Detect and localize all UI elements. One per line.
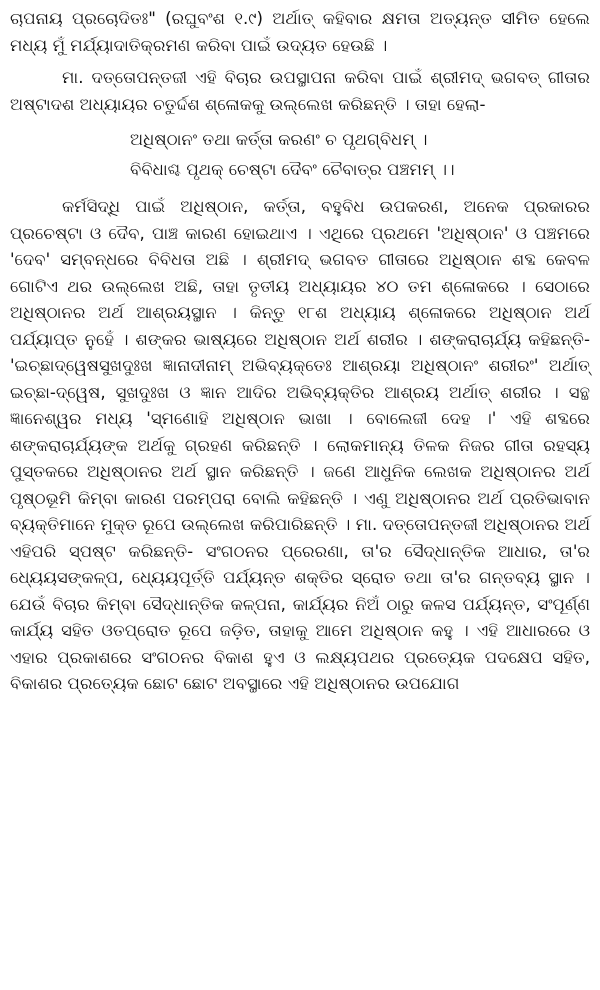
paragraph-gita-reference: ମା. ଦତ୍ତୋପନ୍ତଜୀ ଏହି ବିଚାର ଉପସ୍ଥାପନା କରିବା ପାଇଁ ଶ୍ରୀମଦ୍ ଭଗବତ୍ ଗୀତାର ଅଷ୍ଟାଦଶ ଅଧ୍ୟାୟର ଚତୁର୍ଦ୍ଦଶ ଶ୍ଳୋକକୁ ଉଲ୍ଲେଖ କରିଛନ୍ତି । ତାହା ହେଲା- bbox=[10, 68, 590, 114]
paragraph-opening: ଚାପନାୟ ପ୍ରଚୋଦିତଃ" (ରଘୁବଂଶ ୧.୯) ଅର୍ଥାତ୍ କହିବାର କ୍ଷମତା ଅତ୍ୟନ୍ତ ସୀମିତ ହେଲେ ମଧ୍ୟ ମୁଁ ମର୍ଯ୍ୟାଦାତିକ୍ରମଣ କରିବା ପାଇଁ ଉଦ୍ୟତ ହେଉଛି । bbox=[10, 9, 590, 55]
verse-line-2: ବିବିଧାଶ୍ଚ ପୃଥକ୍ ଚେଷ୍ଟା ଦୈବଂ ଚୈବାତ୍ର ପଞ୍ଚମମ୍ ।। bbox=[130, 160, 455, 179]
verse-line-1: ଅଧିଷ୍ଠାନଂ ତଥା କର୍ତ୍ତା କରଣଂ ଚ ପୃଥଗ୍‌ବିଧମ୍ । bbox=[130, 130, 428, 149]
paragraph-adhishthana-explanation: କର୍ମସିଦ୍ଧି ପାଇଁ ଅଧିଷ୍ଠାନ, କର୍ତ୍ତା, ବହୁବିଧ ଉପକରଣ, ଅନେକ ପ୍ରକାରର ପ୍ରଚେଷ୍ଟା ଓ ଦୈବ, ପାଞ୍ଚ କାରଣ ହୋଇଥାଏ । ଏଥିରେ ପ୍ରଥମେ 'ଅଧିଷ୍ଠାନ' ଓ ପଞ୍ଚମରେ 'ଦେବ' ସମ୍ବନ୍ଧରେ ବିବିଧତା ଅଛି । ଶ୍ରୀମଦ୍ ଭଗବତ ଗୀତାରେ ଅଧିଷ୍ଠାନ ଶବ୍ଦ କେବଳ ଗୋଟିଏ ଥର ଉଲ୍ଲେଖ ଅଛି, ତାହା ତୃତୀୟ ଅଧ୍ୟାୟର ୪୦ ତମ ଶ୍ଳୋକରେ । ସେଠାରେ ଅଧିଷ୍ଠାନର ଅର୍ଥ ଆଶ୍ରୟସ୍ଥାନ । କିନ୍ତୁ ୧୮ଶ ଅଧ୍ୟାୟ ଶ୍ଳୋକରେ ଅଧିଷ୍ଠାନ ଅର୍ଥ ପର୍ଯ୍ୟାପ୍ତ ନୁହେଁ । ଶଙ୍କର ଭାଷ୍ୟରେ ଅଧିଷ୍ଠାନ ଅର୍ଥ ଶରୀର । ଶଙ୍କରାଚାର୍ଯ୍ୟ କହିଛନ୍ତି- 'ଇଚ୍ଛାଦ୍ୱେଷସୁଖଦୁଃଖ ଜ୍ଞାନାଦୀନାମ୍ ଅଭିବ୍ୟକ୍ତେଃ ଆଶ୍ରୟା ଅଧିଷ୍ଠାନଂ ଶରୀରଂ' ଅର୍ଥାତ୍ ଇଚ୍ଛା-ଦ୍ୱେଷ, ସୁଖଦୁଃଖ ଓ ଜ୍ଞାନ ଆଦିର ଅଭିବ୍ୟକ୍ତିର ଆଶ୍ରୟ ଅର୍ଥାତ୍ ଶରୀର । ସନ୍ଥ ଜ୍ଞାନେଶ୍ୱର ମଧ୍ୟ 'ସ୍ମଣୋହି ଅଧିଷ୍ଠାନ ଭାଖା । ବୋଲେଜୀ ଦେହ ।' ଏହି ଶବ୍ଦରେ ଶଙ୍କରାଚାର୍ଯ୍ୟଙ୍କ ଅର୍ଥକୁ ଗ୍ରହଣ କରିଛନ୍ତି । ଲୋକମାନ୍ୟ ତିଳକ ନିଜର ଗୀତା ରହସ୍ୟ ପୁସ୍ତକରେ ଅଧିଷ୍ଠାନର ଅର୍ଥ ସ୍ଥାନ କରିଛନ୍ତି । ଜଣେ ଆଧୁନିକ ଲେଖକ ଅଧିଷ୍ଠାନର ଅର୍ଥ ପୃଷ୍ଠଭୂମି କିମ୍ବା କାରଣ ପରମ୍ପରା ବୋଲି କହିଛନ୍ତି । ଏଣୁ ଅଧିଷ୍ଠାନର ଅର୍ଥ ପ୍ରତିଭାବାନ ବ୍ୟକ୍ତିମାନେ ମୁକ୍ତ ରୂପେ ଉଲ୍ଲେଖ କରିପାରିଛନ୍ତି । ମା. ଦତ୍ତୋପନ୍ତଜୀ ଅଧିଷ୍ଠାନର ଅର୍ଥ ଏହିପରି ସ୍ପଷ୍ଟ କରିଛନ୍ତି- ସଂଗଠନର ପ୍ରେରଣା, ତା'ର ସୈଦ୍ଧାନ୍ତିକ ଆଧାର, ତା'ର ଧ୍ୟେୟସଙ୍କଳ୍ପ, ଧ୍ୟେୟପୂର୍ତ୍ତି ପର୍ଯ୍ୟନ୍ତ ଶକ୍ତିର ସ୍ରୋତ ତଥା ତା'ର ଗନ୍ତବ୍ୟ ସ୍ଥାନ । ଯେଉଁ ବିଚାର କିମ୍ବା ସୈଦ୍ଧାନ୍ତିକ କଳ୍ପନା, କାର୍ଯ୍ୟର ନିଅଁ ଠାରୁ କଳସ ପର୍ଯ୍ୟନ୍ତ, ସଂପୂର୍ଣ୍ଣ କାର୍ଯ୍ୟ ସହିତ ଓତପ୍ରୋତ ରୂପେ ଜଡ଼ିତ, ତାହାକୁ ଆମେ ଅଧିଷ୍ଠାନ କହୁ । ଏହି ଆଧାରରେ ଓ ଏହାର ପ୍ରକାଶରେ ସଂଗଠନର ବିକାଶ ହୁଏ ଓ ଲକ୍ଷ୍ୟପଥର ପ୍ରତ୍ୟେକ ପଦକ୍ଷେପ ସହିତ, ବିକାଶର ପ୍ରତ୍ୟେକ ଛୋଟ ଛୋଟ ଅବସ୍ଥାରେ ଏହି ଅଧିଷ୍ଠାନର ଉପଯୋଗ bbox=[10, 197, 590, 693]
sanskrit-verse bbox=[10, 125, 590, 185]
